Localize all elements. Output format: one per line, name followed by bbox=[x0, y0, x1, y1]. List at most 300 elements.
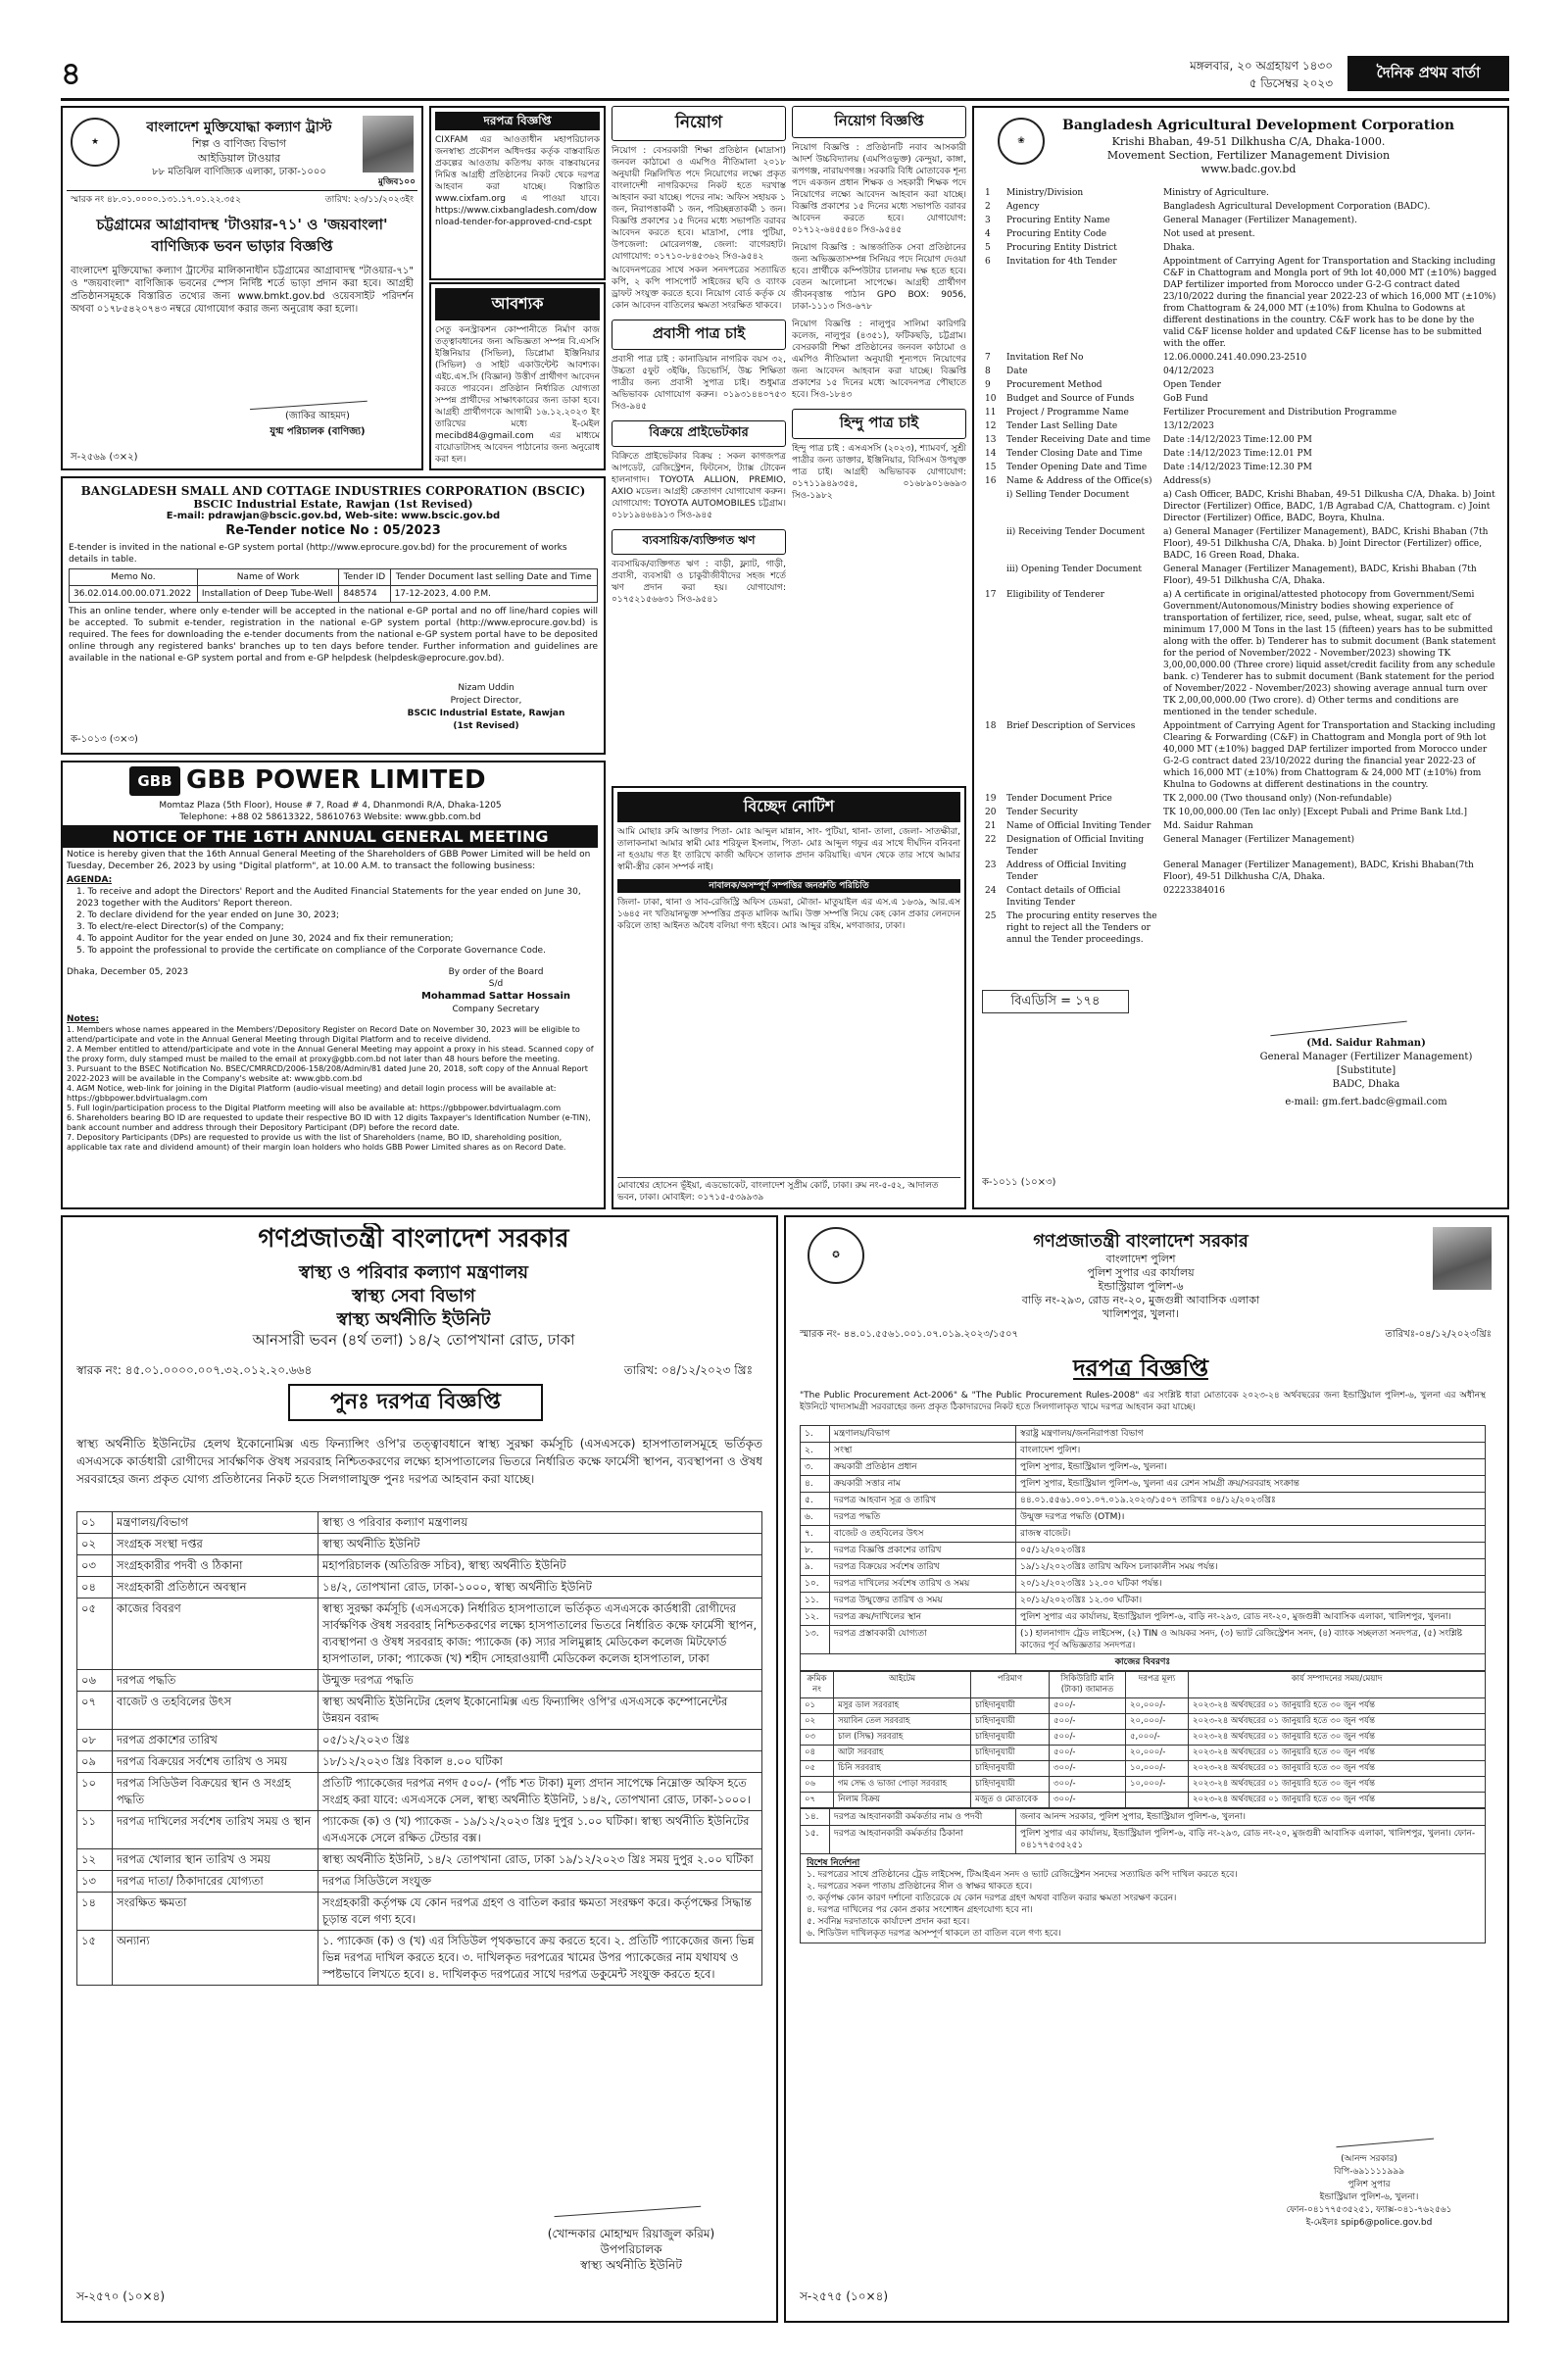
table-cell: সংগ্রহকারীর পদবী ও ঠিকানা bbox=[113, 1555, 318, 1577]
table-row bbox=[982, 227, 1501, 241]
table-row bbox=[801, 1626, 1486, 1654]
table-cell: 23 bbox=[985, 861, 997, 870]
table-row bbox=[801, 1730, 1486, 1746]
table-cell: দরপত্র ক্রয়/দাখিলের স্থান bbox=[830, 1609, 1016, 1626]
police-phone: ফোন-০৪১৭৭৫৩৫২৫১, ফ্যাক্স-০৪১-৭৬২৫৬১ bbox=[1286, 2205, 1452, 2215]
police-title: দরপত্র বিজ্ঞপ্তি bbox=[1073, 1354, 1208, 1382]
table-cell: Address of Official Inviting Tender bbox=[1006, 861, 1127, 882]
bichched-subheader: নাবালক/অসম্পূর্ণ সম্পত্তির জনশ্রুতি পরিচিতি bbox=[617, 879, 960, 893]
table-cell: TK 2,000.00 (Two thousand only) (Non-refundable) bbox=[1163, 794, 1393, 804]
table-cell: i) Selling Tender Document bbox=[1006, 490, 1130, 500]
table-cell: ২০২৩-২৪ অর্থবছরের ০১ জানুয়ারি হতে ৩০ জুন পর্যন্ত bbox=[1189, 1793, 1486, 1808]
table-header-cell: Memo No. bbox=[70, 569, 198, 586]
table-cell: 3 bbox=[985, 216, 991, 225]
police-email: ই-মেইলঃ spip6@police.gov.bd bbox=[1305, 2218, 1433, 2228]
bichched-footer: মোবাশ্বের হোসেন ভূঁইয়া, এডভোকেট, বাংলাদেশ সুপ্রীম কোর্ট, ঢাকা। রুম নং-৫-৫২, আদালত ভবন, ঢাকা। মোবাইল: ০১৭১৫-৫৩৯৯৩৯ bbox=[617, 1177, 960, 1204]
table-cell: Designation of Official Inviting Tender bbox=[1006, 835, 1145, 857]
tender-small-body: CIXFAM এর আওতাধীন মহাপরিচালক জনস্বাস্থ্য প্রকৌশল অধিদপ্তর কর্তৃক বাস্তবায়িত প্রকল্পের আওতায় কতিপয় কাজ বাস্তবায়নের নিমিত্ত আগ্রহী প্রতিষ্ঠানের নিকট থেকে দরপত্র আহবান করা যাচ্ছে। বিস্তারিত www.cixfam.org এ পাওয়া যাবে। https://www.cixbangladesh.com/download-tender-for-approved-cnd-cspt bbox=[435, 135, 600, 227]
table-cell: a) Cash Officer, BADC, Krishi Bhaban, 49-51 Dilkusha C/A, Dhaka. b) Joint Director (Fertilizer) Office, BADC, 1/B Agrabad C/A, Chattogram. c) Joint Director (Fertilizer) Office, BADC, Boyra, Khulna. bbox=[1163, 490, 1495, 523]
police-instructions-title: বিশেষ নির্দেশনা bbox=[807, 1858, 860, 1868]
byabsa-body: ব্যবসায়িক/ব্যক্তিগত ঋণ : বাড়ী, ফ্ল্যাট, গাড়ী, প্রবাসী, ব্যবসায়ী ও চাকুরীজীবীদের সহজ শর্তে ঋণ প্রদান করা হয়। যোগাযোগ: ০১৭৫২১৫৬৬৩১ সিও-৯৫৪১ bbox=[612, 560, 786, 605]
table-cell: স্বাস্থ্য সুরক্ষা কর্মসূচি (এসএসকে) নির্ধারিত হাসপাতালে ভর্তিকৃত এসএসকে কার্ডধারী রোগীদের সার্বক্ষণিক ঔষধ সরবরাহ নিশ্চিতকরণের লক্ষ্যে হাসপাতালের ভিতরে নির্ধারিত কক্ষে ফার্মেসী স্থাপন, ব্যবস্থাপনা ও ঔষধ সরবরাহ কাজ: প্যাকেজ (ক) স্যার সলিমুল্লাহ মেডিকেল কলেজ মিটফোর্ড হাসপাতাল, ঢাকা; প্যাকেজ (খ) শহীদ সোহরাওয়ার্দী মেডিকেল কলেজ হাসপাতাল, ঢাকা bbox=[318, 1599, 762, 1670]
badc-table bbox=[982, 186, 1501, 947]
table-row bbox=[801, 1672, 1486, 1698]
table-cell: ০৫/১২/২০২৩খ্রিঃ bbox=[1016, 1543, 1486, 1559]
table-row bbox=[982, 884, 1501, 910]
table-cell: Tender Document Price bbox=[1006, 794, 1112, 804]
table-header-cell: Name of Work bbox=[197, 569, 338, 586]
table-row bbox=[982, 392, 1501, 406]
health-memo: স্বারক নং: ৪৫.০১.০০০০.০০৭.৩২.০১২.২০.৬৬৪ bbox=[76, 1363, 313, 1377]
table-cell: ৫,০০০/- bbox=[1126, 1730, 1189, 1746]
mujib100-badge: মুজিব১০০ bbox=[377, 177, 416, 187]
bscic-org: BANGLADESH SMALL AND COTTAGE INDUSTRIES CORPORATION (BSCIC) bbox=[80, 484, 586, 498]
hindu-header: হিন্দু পাত্র চাই bbox=[792, 409, 966, 439]
table-cell: Procuring Entity Code bbox=[1006, 229, 1107, 239]
abosshok-header: আবশ্যক bbox=[435, 288, 600, 320]
police-instructions-list bbox=[807, 1869, 1479, 1940]
trust-code: স-২৫৬৯ (৩×২) bbox=[71, 452, 138, 463]
table-cell: Open Tender bbox=[1163, 380, 1221, 390]
table-cell: ১১ bbox=[77, 1811, 113, 1849]
table-cell: অন্যান্য bbox=[113, 1931, 318, 1986]
trust-body: বাংলাদেশ মুক্তিযোদ্ধা কল্যাণ ট্রাস্টের মালিকানাধীন চট্টগ্রামের আগ্রাবাদস্থ "টাওয়ার-৭১" ও "জয়বাংলা" বাণিজ্যিক ভবনের স্পেস নির্দিষ্ট শর্তে ভাড়া প্রদান করা হবে। আগ্রহী প্রতিষ্ঠানসমূহকে বিস্তারিত তথ্যের জন্য www.bmkt.gov.bd ওয়েবসাইট পরিদর্শন অথবা ০১৭৮৫৪২০৭৪৩ নম্বরে যোগাযোগ করার জন্য অনুরোধ করা হলো। bbox=[71, 266, 414, 315]
table-row bbox=[982, 833, 1501, 859]
bscic-signer: Nizam Uddin bbox=[458, 683, 514, 693]
table-cell: প্রতিটি প্যাকেজের দরপত্র নগদ ৫০০/- (পাঁচ শত টাকা) মূল্য প্রদান সাপেক্ষে নিম্নোক্ত অফিস হতে সংগ্রহ করা যাবে: এসএসকে সেল, স্বাস্থ্য অর্থনীতি ইউনিট, ১৪/২, তোপখানা রোড, ঢাকা-১০০০। bbox=[318, 1773, 762, 1811]
list-item: 3. To elect/re-elect Director(s) of the Company; bbox=[76, 922, 284, 932]
table-cell: 13/12/2023 bbox=[1163, 421, 1214, 431]
table-cell: ক্রয়কারী প্রতিষ্ঠান প্রধান bbox=[830, 1459, 1016, 1476]
health-division: স্বাস্থ্য সেবা বিভাগ bbox=[352, 1286, 475, 1306]
table-cell: পুলিশ সুপার, ইন্ডাস্ট্রিয়াল পুলিশ-৬, খুলনা। bbox=[1016, 1459, 1486, 1476]
table-row bbox=[982, 200, 1501, 214]
table-row bbox=[801, 1543, 1486, 1559]
table-cell: ২০/১২/২০২৩খ্রিঃ ১২.৩০ ঘটিকা। bbox=[1016, 1593, 1486, 1609]
list-item: ২. দরপত্রের সকল পাতায় প্রতিষ্ঠানের সীল ও স্বাক্ষর থাকতে হবে। bbox=[807, 1882, 1033, 1892]
page-number: ৪ bbox=[61, 55, 81, 92]
gbb-sd: S/d bbox=[488, 979, 504, 989]
table-cell: ৫০০/- bbox=[1050, 1730, 1126, 1746]
table-cell: চাহিদানুযায়ী bbox=[971, 1746, 1050, 1761]
bscic-office: BSCIC Industrial Estate, Rawjan bbox=[407, 709, 565, 718]
table-cell: Procurement Method bbox=[1006, 380, 1102, 390]
table-cell: ক্রয়কারী সত্তার নাম bbox=[830, 1476, 1016, 1493]
table-cell: ০৪ bbox=[77, 1577, 113, 1599]
health-ministry: স্বাস্থ্য ও পরিবার কল্যাণ মন্ত্রণালয় bbox=[299, 1262, 528, 1283]
health-signature bbox=[552, 2168, 701, 2217]
table-cell: দরপত্র বিক্রয়ের সর্বশেষ তারিখ bbox=[830, 1559, 1016, 1576]
police-signer: (আনন্দ সরকার) bbox=[1341, 2154, 1397, 2164]
ad-mukti-trust bbox=[61, 106, 423, 470]
police-office: পুলিশ সুপার এর কার্যালয় bbox=[1087, 1266, 1195, 1279]
health-title-box bbox=[288, 1384, 543, 1421]
table-cell: 14 bbox=[985, 449, 997, 459]
table-cell: ০৩ bbox=[801, 1730, 834, 1746]
list-item: 5. Full login/participation process to the Digital Platform meeting will also be available at: https://gbbpower.bdvirtualagm.com bbox=[67, 1104, 562, 1112]
table-cell: 24 bbox=[985, 886, 997, 896]
table-cell: 25 bbox=[985, 911, 997, 921]
table-cell: ৫০০/- bbox=[1050, 1746, 1126, 1761]
table-cell: Tender Last Selling Date bbox=[1006, 421, 1118, 431]
bikroy-header: বিক্রয়ে প্রাইভেটকার bbox=[612, 420, 786, 447]
list-item: 1. To receive and adopt the Directors' Report and the Audited Financial Statements for the year ended on June 30, 2023 together with the Auditors' Report thereon. bbox=[76, 887, 581, 909]
table-cell: কাজের বিবরণ bbox=[113, 1599, 318, 1670]
table-cell: ১৪/২, তোপখানা রোড, ঢাকা-১০০০, স্বাস্থ্য অর্থনীতি ইউনিট bbox=[318, 1577, 762, 1599]
table-cell: মন্ত্রণালয়/বিভাগ bbox=[113, 1512, 318, 1534]
table-cell: আটা সরবরাহ bbox=[834, 1746, 971, 1761]
ad-badc bbox=[972, 106, 1509, 1209]
table-row bbox=[982, 365, 1501, 378]
portrait-image bbox=[1433, 1227, 1492, 1290]
gbb-date: Dhaka, December 05, 2023 bbox=[67, 967, 189, 977]
table-cell: দরপত্র বিক্রয়ের সর্বশেষ তারিখ ও সময় bbox=[113, 1751, 318, 1773]
table-cell: ০৭ bbox=[801, 1793, 834, 1808]
table-cell: ৮. bbox=[801, 1543, 830, 1559]
table-row bbox=[982, 447, 1501, 461]
table-cell: সংস্থা bbox=[830, 1443, 1016, 1459]
health-office: স্বাস্থ্য অর্থনীতি ইউনিট bbox=[580, 2258, 682, 2272]
badc-code-box bbox=[982, 990, 1129, 1013]
bichched-header: বিচ্ছেদ নোটিশ bbox=[617, 792, 960, 822]
table-cell: ১০ bbox=[77, 1773, 113, 1811]
table-cell: ১৪. bbox=[801, 1809, 830, 1826]
table-cell: ২০২৩-২৪ অর্থবছরের ০১ জানুয়ারি হতে ৩০ জুন পর্যন্ত bbox=[1189, 1730, 1486, 1746]
table-row bbox=[801, 1509, 1486, 1526]
table-cell: মন্ত্রণালয়/বিভাগ bbox=[830, 1426, 1016, 1443]
table-row bbox=[982, 255, 1501, 351]
table-cell: 848574 bbox=[339, 586, 390, 603]
table-cell: General Manager (Fertilizer Management) bbox=[1163, 835, 1355, 845]
gbb-by-order: By order of the Board bbox=[448, 967, 544, 977]
table-cell: দরপত্র আহবান সূত্র ও তারিখ bbox=[830, 1493, 1016, 1509]
table-cell: Ministry/Division bbox=[1006, 188, 1084, 198]
table-cell: 10 bbox=[985, 394, 997, 404]
table-cell: সংগ্রহকারী প্রতিষ্ঠানে অবস্থান bbox=[113, 1577, 318, 1599]
table-cell: চাহিদানুযায়ী bbox=[971, 1777, 1050, 1793]
table-row bbox=[982, 819, 1501, 833]
table-header-cell: সিকিউরিটি মানি (টাকা) জামানত bbox=[1050, 1672, 1126, 1698]
table-cell: Not used at present. bbox=[1163, 229, 1255, 239]
health-designation: উপপরিচালক bbox=[600, 2242, 662, 2256]
police-date: তারিখঃ-০৪/১২/২০২৩খ্রিঃ bbox=[1385, 1329, 1492, 1340]
table-row bbox=[801, 1493, 1486, 1509]
list-item: ৩. কর্তৃপক্ষ কোন কারণ দর্শানো ব্যতিরেকে যে কোন দরপত্র গ্রহণ অথবা বাতিল করার ক্ষমতা সংরক্ষণ করেন। bbox=[807, 1894, 1177, 1903]
table-row bbox=[70, 569, 598, 586]
table-cell: পুলিশ সুপার এর কার্যালয়, ইন্ডাস্ট্রিয়াল পুলিশ-৬, বাড়ি নং-২৯৩, রোড নং-২০, মুজগুন্নী আবাসিক এলাকা, খালিশপুর, খুলনা। bbox=[1016, 1609, 1486, 1626]
byabsa-header: ব্যবসায়িক/ব্যক্তিগত ঋণ bbox=[612, 529, 786, 555]
table-cell: Date :14/12/2023 Time:12.01 PM bbox=[1163, 449, 1312, 459]
table-row bbox=[982, 910, 1501, 947]
table-cell: ২০২৩-২৪ অর্থবছরের ০১ জানুয়ারি হতে ৩০ জুন পর্যন্ত bbox=[1189, 1746, 1486, 1761]
table-cell: 9 bbox=[985, 380, 991, 390]
table-cell: 4 bbox=[985, 229, 991, 239]
table-cell: দরপত্র প্রস্তাবকারী যোগ্যতা bbox=[830, 1626, 1016, 1654]
table-cell: চাহিদানুযায়ী bbox=[971, 1730, 1050, 1746]
health-date: তারিখ: ০৪/১২/২০২৩ খ্রিঃ bbox=[623, 1363, 753, 1377]
table-cell: দরপত্র খোলার স্থান তারিখ ও সময় bbox=[113, 1849, 318, 1871]
table-cell: সয়াবিন তেল সরবরাহ bbox=[834, 1714, 971, 1730]
table-cell: Budget and Source of Funds bbox=[1006, 394, 1135, 404]
table-cell: 16 bbox=[985, 476, 997, 486]
table-cell: ৩. bbox=[801, 1459, 830, 1476]
table-cell: General Manager (Fertilizer Management), BADC, Krishi Bhaban (7th Floor), 49-51 Dilkhusha C/A, Dhaka. bbox=[1163, 565, 1477, 586]
table-header-cell: কার্য সম্পাদনের সময়/মেয়াদ bbox=[1189, 1672, 1486, 1698]
table-cell: দরপত্র বিজ্ঞপ্তি প্রকাশের তারিখ bbox=[830, 1543, 1016, 1559]
table-cell: পুলিশ সুপার এর কার্যালয়, ইন্ডাস্ট্রিয়াল পুলিশ-৬, বাড়ি নং-২৯৩, রোড নং-২০, মুজগুন্নী আবাসিক এলাকা, খালিশপুর, খুলনা। ফোন- ০৪১৭৭৫৩৫২৫১ bbox=[1016, 1826, 1486, 1854]
gbb-contact: Telephone: +88 02 58613322, 58610763 Website: www.gbb.com.bd bbox=[179, 812, 481, 822]
table-cell: বাংলাদেশ পুলিশ। bbox=[1016, 1443, 1486, 1459]
table-row bbox=[801, 1443, 1486, 1459]
table-cell: ৩০০/- bbox=[1050, 1793, 1126, 1808]
bscic-code: ক-১০১৩ (৩×৩) bbox=[71, 734, 138, 745]
niyog-bigyopti-body2: নিয়োগ বিজ্ঞপ্তি : আন্তর্জাতিক সেবা প্রতিষ্ঠানের জন্য অভিজ্ঞতাসম্পন্ন সিনিয়র পদে নিয়োগ দেওয়া হবে। প্রার্থীকে কম্পিউটার চালনায় দক্ষ হতে হবে। বেতন আলোচনা সাপেক্ষে। আগ্রহী প্রার্থীগণ জীবনবৃত্তান্ত পাঠান GPO BOX: 9056, ঢাকা-১১১৩ সিও-৬৭৮ bbox=[792, 243, 966, 312]
table-cell: চাল (সিদ্ধ) সরবরাহ bbox=[834, 1730, 971, 1746]
badc-address: Krishi Bhaban, 49-51 Dilkhusha C/A, Dhaka-1000. bbox=[1111, 135, 1386, 148]
bikroy-body: বিক্রিতে প্রাইভেটকার বিক্রয় : সকল কাগজপত্র আপডেট, রেজিস্ট্রেশন, ফিটনেস, ট্যাক্স টোকেন হালনাগাদ। TOYOTA ALLION, PREMIO, AXIO মডেল। আগ্রহী ক্রেতাগণ যোগাযোগ করুন। যোগাযোগ: TOYOTA AUTOMOBILES চট্টগ্রাম। ০১৮১৯৪৬৪৯১৩ সিও-৯৪৫ bbox=[612, 452, 786, 520]
badc-details-table bbox=[982, 186, 1501, 947]
masthead-text: দৈনিক প্রথম বার্তা bbox=[1376, 63, 1481, 81]
badc-code-text: বিএডিসি = ১৭৪ bbox=[1010, 993, 1101, 1008]
police-unit: ইন্ডাস্ট্রিয়াল পুলিশ-৬ bbox=[1098, 1280, 1184, 1293]
table-cell: Name of Official Inviting Tender bbox=[1006, 821, 1152, 831]
table-cell bbox=[1160, 910, 1501, 947]
gbb-agenda-list bbox=[76, 886, 596, 957]
table-cell: প্যাকেজ (ক) ও (খ) প্যাকেজ - ১৯/১২/২০২৩ খ্রিঃ দুপুর ১.০০ ঘটিকা। স্বাস্থ্য অর্থনীতি ইউনিটের এসএসকে সেলে রক্ষিত টেন্ডার বক্স। bbox=[318, 1811, 762, 1849]
table-cell: সংগ্রহকারী কর্তৃপক্ষ যে কোন দরপত্র গ্রহণ ও বাতিল করার ক্ষমতা সংরক্ষণ করে। কর্তৃপক্ষের সিদ্ধান্ত চূড়ান্ত বলে গণ্য হবে। bbox=[318, 1893, 762, 1931]
gbb-designation: Company Secretary bbox=[452, 1005, 540, 1014]
table-cell bbox=[982, 563, 1004, 588]
table-cell: ৫০০/- bbox=[1050, 1698, 1126, 1714]
table-row bbox=[982, 806, 1501, 819]
bichched-body: আমি মোছাঃ রুমি আক্তার পিতা- মোঃ আব্দুল মান্নান, সাং- পুটিয়া, থানা- তালা, জেলা- সাতক্ষীরা, তালাকনামা আমার স্বামী মোঃ শরিফুল ইসলাম, পিতা- মোঃ আব্দুল গফুর এর সাথে দীর্ঘদিন বনিবনা না হওয়ায় গত ইং তারিখে কাজী অফিসে তালাক প্রদান করিয়াছি। এখন থেকে তার সাথে আমার স্বামী-স্ত্রীর কোন সম্পর্ক নাই। bbox=[617, 827, 960, 872]
table-cell: বাজেট ও তহবিলের উৎস bbox=[830, 1526, 1016, 1543]
health-details-table bbox=[76, 1511, 762, 1986]
table-cell: ৭. bbox=[801, 1526, 830, 1543]
police-table-wrap bbox=[800, 1425, 1486, 1943]
gbb-company-name: GBB POWER LIMITED bbox=[186, 765, 486, 795]
badc-ad-code: ক-১০১১ (১০×৩) bbox=[982, 1177, 1056, 1188]
ad-bichched-notice bbox=[612, 786, 966, 1209]
table-cell: রাজস্ব বাজেট। bbox=[1016, 1526, 1486, 1543]
table-cell: ১৮/১২/২০২৩ খ্রিঃ বিকাল ৪.০০ ঘটিকা bbox=[318, 1751, 762, 1773]
table-cell: 17 bbox=[985, 590, 997, 600]
table-cell: ০১ bbox=[77, 1512, 113, 1534]
table-cell: ১৫. bbox=[801, 1826, 830, 1854]
police-emblem-icon: ✪ bbox=[808, 1227, 864, 1284]
table-cell: 12 bbox=[985, 421, 997, 431]
table-header-cell: আইটেম bbox=[834, 1672, 971, 1698]
table-cell: স্বাস্থ্য অর্থনীতি ইউনিট bbox=[318, 1534, 762, 1555]
niyog-header: নিয়োগ bbox=[612, 106, 786, 141]
table-cell: ০৯ bbox=[77, 1751, 113, 1773]
table-cell: 8 bbox=[985, 367, 991, 376]
table-cell: ০৫ bbox=[77, 1599, 113, 1670]
table-cell: 22 bbox=[985, 835, 997, 845]
trust-signer: (জাকির আহমদ) bbox=[285, 411, 350, 421]
table-row bbox=[982, 214, 1501, 227]
gbb-logo-text: GBB bbox=[137, 772, 172, 790]
health-table-wrap bbox=[76, 1511, 762, 1986]
gbb-signer: Mohammad Sattar Hossain bbox=[420, 991, 571, 1002]
table-row bbox=[982, 433, 1501, 447]
gbb-notes-title: Notes: bbox=[67, 1014, 100, 1024]
table-row bbox=[982, 419, 1501, 433]
table-cell: চাহিদানুযায়ী bbox=[971, 1698, 1050, 1714]
table-header-cell: পরিমাণ bbox=[971, 1672, 1050, 1698]
list-item: 2. To declare dividend for the year ended on June 30, 2023; bbox=[76, 910, 339, 920]
niyog-body: নিয়োগ : বেসরকারী শিক্ষা প্রতিষ্ঠান (মাদ্রাসা) জনবল কাঠামো ও এমপিও নীতিমালা ২০১৮ অনুযায়ী নিম্নলিখিত পদে নিয়োগের লক্ষ্যে প্রকৃত বাংলাদেশী নাগরিকদের নিকট হতে দরখাস্ত আহবান করা যাচ্ছে। পদের নাম: অফিস সহায়ক ১ জন, নিরাপত্তাকর্মী ১ জন, পরিচ্ছন্নতাকর্মী ১ জন। বিজ্ঞপ্তি প্রকাশের ১৫ দিনের মধ্যে সভাপতি বরাবর আবেদন করতে হবে। মাদ্রাসা, পোঃ পুটিয়া, উপজেলা: মোরেলগঞ্জ, জেলা: বাগেরহাট। যোগাযোগ: ০১৭১০-৮৪৫৩৬২ সিও-৯৫৪২ bbox=[612, 146, 786, 262]
police-details-table-2 bbox=[800, 1808, 1486, 1854]
table-cell: ০৫ bbox=[801, 1761, 834, 1777]
table-row bbox=[77, 1893, 762, 1931]
table-cell: Tender Security bbox=[1006, 808, 1078, 817]
trust-sub1: শিল্প ও বাণিজ্য বিভাগ bbox=[191, 137, 287, 150]
table-cell: পুলিশ সুপার, ইন্ডাস্ট্রিয়াল পুলিশ-৬, খুলনা এর রেশন সামগ্রী ক্রয়/সরবরাহ সংক্রান্ত bbox=[1016, 1476, 1486, 1493]
table-cell: ২০,০০০/- bbox=[1126, 1698, 1189, 1714]
abosshok-body: সেতু কনস্ট্রাকশন কোম্পানীতে নির্মাণ কাজ তত্ত্বাবধানের জন্য অভিজ্ঞতা সম্পন্ন বি.এসসি ইঞ্জিনিয়ার (সিভিল), ডিপ্লোমা ইঞ্জিনিয়ার (সিভিল) ও সাইট একাউন্টেন্ট আবশ্যক। এইচ.এস.সি (বিজ্ঞান) উত্তীর্ণ প্রার্থীগণ আবেদন করতে পারবেন। প্রতিষ্ঠান নির্ধারিত যোগ্যতা সম্পন্ন প্রার্থীদের সাক্ষাৎকারের জন্য ডাকা হবে। আগ্রহী প্রার্থীগণকে আগামী ১৬.১২.২০২৩ ইং তারিখের মধ্যে ই-মেইল mecibd84@gmail.com এর মাধ্যমে বায়োডাটাসহ আবেদন পাঠানোর জন্য অনুরোধ করা হল। bbox=[435, 325, 600, 465]
table-cell: ১৫ bbox=[77, 1931, 113, 1986]
table-cell: Invitation for 4th Tender bbox=[1006, 257, 1117, 267]
table-cell: Procuring Entity Name bbox=[1006, 216, 1110, 225]
table-cell: মসুর ডাল সরবরাহ bbox=[834, 1698, 971, 1714]
table-cell: ২০২৩-২৪ অর্থবছরের ০১ জানুয়ারি হতে ৩০ জুন পর্যন্ত bbox=[1189, 1777, 1486, 1793]
table-cell: a) General Manager (Fertilizer Management), BADC, Krishi Bhaban (7th Floor), 49-51 Dilkhusha C/A, Dhaka. b) Joint Director (Fertilizer) office, BADC, 16 Green Road, Dhaka. bbox=[1163, 527, 1489, 561]
table-cell: ০৩ bbox=[77, 1555, 113, 1577]
trust-signature bbox=[248, 376, 368, 410]
bichched-body2: জিলা- ঢাকা, থানা ও সাব-রেজিস্ট্রি অফিস ডেমরা, মৌজা- মাতুয়াইল এর এস.এ ১৬৩৯, আর.এস ১৬৪৫ নং খতিয়ানভুক্ত সম্পত্তির প্রকৃত মালিক আমি। উক্ত সম্পত্তি নিয়ে কেহ কোন প্রকার লেনদেন করিলে তাহা আইনত অবৈধ বলিয়া গণ্য হইবে। মোঃ আব্দুর রহিম, মগবাজার, ঢাকা। bbox=[617, 898, 960, 931]
table-cell: 1 bbox=[985, 188, 991, 198]
table-cell: 5 bbox=[985, 243, 991, 253]
trust-address: ৮৮ মতিঝিল বাণিজ্যিক এলাকা, ঢাকা-১০০০ bbox=[152, 167, 326, 177]
table-cell: 6 bbox=[985, 257, 991, 267]
table-cell: Ministry of Agriculture. bbox=[1163, 188, 1269, 198]
list-item: 4. AGM Notice, web-link for joining in the Digital Platform (audio-visual meeting) and detail login process will be available at: https://gbbpower.bdvirtualagm.com bbox=[67, 1084, 557, 1103]
table-cell: Tender Receiving Date and time bbox=[1006, 435, 1151, 445]
table-row bbox=[982, 186, 1501, 200]
header-date-1: মঙ্গলবার, ২০ অগ্রহায়ণ ১৪৩০ bbox=[1190, 59, 1333, 73]
table-cell bbox=[1126, 1793, 1189, 1808]
table-cell: 11 bbox=[985, 408, 997, 418]
table-cell: ২০২৩-২৪ অর্থবছরের ০১ জানুয়ারি হতে ৩০ জুন পর্যন্ত bbox=[1189, 1761, 1486, 1777]
table-cell: স্বরাষ্ট্র মন্ত্রণালয়/জননিরাপত্তা বিভাগ bbox=[1016, 1426, 1486, 1443]
table-cell: ৩০০/- bbox=[1050, 1777, 1126, 1793]
bscic-email: E-mail: pdrawjan@bscic.gov.bd, Web-site: www.bscic.gov.bd bbox=[166, 511, 501, 521]
table-cell: ২০২৩-২৪ অর্থবছরের ০১ জানুয়ারি হতে ৩০ জুন পর্যন্ত bbox=[1189, 1698, 1486, 1714]
portrait-image bbox=[363, 116, 414, 172]
table-cell: General Manager (Fertilizer Management), BADC, Krishi Bhaban(7th Floor), 49-51 Dilkhusha C/A, Dhaka. bbox=[1163, 861, 1474, 882]
table-cell: Date bbox=[1006, 367, 1028, 376]
table-row bbox=[801, 1526, 1486, 1543]
table-row bbox=[982, 525, 1501, 563]
table-cell: ১২ bbox=[77, 1849, 113, 1871]
list-item: 4. To appoint Auditor for the year ended on June 30, 2024 and fix their remuneration; bbox=[76, 934, 454, 944]
health-signer: (খোন্দকার মোহাম্মদ রিয়াজুল করিম) bbox=[547, 2227, 715, 2240]
table-row bbox=[77, 1512, 762, 1534]
table-cell: Appointment of Carrying Agent for Transportation and Stacking including Clearing & Forwarding (C&F) in Chattogram and Mongla port of 9th lot 40,000 MT (±10%) bagged DAP fertilizer imported from Morocco under G-2-G contract dated 23/10/2022 during the financial year 2022-23 of which 16,000 MT (±10%) from Chattogram & 24,000 MT (±10%) from Khulna to Godowns at different destinations in the country. bbox=[1163, 721, 1495, 790]
table-cell: দরপত্র দাখিলের সর্বশেষ তারিখ সময় ও স্থান bbox=[113, 1811, 318, 1849]
table-cell: Installation of Deep Tube-Well bbox=[197, 586, 338, 603]
table-row bbox=[801, 1746, 1486, 1761]
ad-police bbox=[784, 1215, 1509, 2323]
table-cell: General Manager (Fertilizer Management). bbox=[1163, 216, 1357, 225]
table-cell: Agency bbox=[1006, 202, 1040, 212]
table-cell: উন্মুক্ত দরপত্র পদ্ধতি (OTM)। bbox=[1016, 1509, 1486, 1526]
list-item: 7. Depository Participants (DPs) are requested to provide us with the list of Shareholders (name, BO ID, shareholding position, applicable tax rate and dividend amount) of their margin loan holders who holds GBB Power Limited shares as on Record Date. bbox=[67, 1133, 566, 1152]
badc-signature bbox=[1266, 983, 1406, 1036]
table-header-cell: ক্রমিক নং bbox=[801, 1672, 834, 1698]
table-cell: ০৬ bbox=[801, 1777, 834, 1793]
table-cell: Appointment of Carrying Agent for Transportation and Stacking including C&F in Chattogram and Mongla port of 9th lot 40,000 MT (±10%) bagged DAP fertilizer imported from Morocco under G-2-G contract dated 23/10/2022 during the financial year 2022-23 of which 16,000 MT (±10%) from Chattogram & 24,000 MT (±10%) from Khulna to Godowns at different destinations in the country. C&F work has to be done by the valid C&F license holder and updated C&F license has to be submitted with the offer. bbox=[1163, 257, 1497, 349]
trust-date: তারিখ: ২৩/১১/২০২৩ইং bbox=[324, 195, 414, 205]
gbb-address: Momtaz Plaza (5th Floor), House # 7, Road # 4, Dhanmondi R/A, Dhaka-1205 bbox=[159, 801, 502, 811]
table-cell: ১. প্যাকেজ (ক) ও (খ) এর সিডিউল পৃথকভাবে ক্রয় করতে হবে। ২. প্রতিটি প্যাকেজের জন্য ভিন্ন ভিন্ন দরপত্র দাখিল করতে হবে। ৩. দাখিলকৃত দরপত্রের খামের উপর প্যাকেজের নাম যথাযথ ও স্পষ্টভাবে লিখতে হবে। ৪. দাখিলকৃত দরপত্রের সাথে দরপত্র ডকুমেন্ট সংযুক্ত করতে হবে। bbox=[318, 1931, 762, 1986]
police-signature bbox=[1334, 2110, 1434, 2148]
table-cell: a) A certificate in original/attested photocopy from Government/Semi Government/Autonomous/Ministry bodies showing experience of transportation of fertilizer, rice, seed, pulse, wheat, sugar, salt etc of minimum 17,000 M Tons in the last 15 (fifteen) years has to be submitted along with the offer. b) Tenderer has to submit document (Bank statement for the period of November/2022 - November/2023) showing TK 3,00,00,000.00 (Three crore) liquid asset/credit facility from any schedule bank. c) Tenderer has to submit document (Bank statement for the period of November/2022 - November/2023) showing average annual turn over TK 2,00,00,000.00 (Two crore). d) Other terms and conditions are mentioned in the tender schedule. bbox=[1163, 590, 1496, 717]
table-cell: ১. bbox=[801, 1426, 830, 1443]
bscic-intro: E-tender is invited in the national e-GP system portal (http://www.eprocure.gov.bd) for the procurement of works details in table. bbox=[69, 543, 567, 565]
table-cell: চাহিদানুযায়ী bbox=[971, 1761, 1050, 1777]
table-cell: 15 bbox=[985, 463, 997, 472]
table-cell: সংগ্রহক সংস্থা দপ্তর bbox=[113, 1534, 318, 1555]
table-row bbox=[77, 1751, 762, 1773]
table-cell: Brief Description of Services bbox=[1006, 721, 1136, 731]
trust-designation: যুগ্ম পরিচালক (বাণিজ্য) bbox=[270, 426, 366, 437]
trust-title: চট্টগ্রামের আগ্রাবাদস্থ 'টাওয়ার-৭১' ও 'জয়বাংলা' বাণিজ্যিক ভবন ভাড়ার বিজ্ঞপ্তি bbox=[96, 216, 388, 255]
trust-emblem-icon: ★ bbox=[71, 118, 120, 167]
police-memo: স্মারক নং- ৪৪.০১.৫৫৬১.০০১.০৭.০১৯.২০২৩/১৫০৭ bbox=[800, 1329, 1019, 1340]
table-cell: ২০,০০০/- bbox=[1126, 1714, 1189, 1730]
table-cell: ০২ bbox=[77, 1534, 113, 1555]
table-row bbox=[982, 719, 1501, 792]
table-cell: ১০. bbox=[801, 1576, 830, 1593]
table-row bbox=[982, 488, 1501, 525]
badc-designation: General Manager (Fertilizer Management) bbox=[1259, 1052, 1473, 1062]
table-row bbox=[801, 1426, 1486, 1443]
table-cell: ১৩. bbox=[801, 1626, 830, 1654]
police-items-title: কাজের বিবরণঃ bbox=[800, 1654, 1486, 1671]
table-cell bbox=[982, 525, 1004, 563]
table-cell: সংরক্ষিত ক্ষমতা bbox=[113, 1893, 318, 1931]
trust-sub2: আইডিয়াল টাওয়ার bbox=[197, 152, 281, 165]
classifieds-col-1 bbox=[612, 106, 786, 782]
table-cell: GoB Fund bbox=[1163, 394, 1208, 404]
table-cell: দরপত্র আহবানকারী কর্মকর্তার নাম ও পদবী bbox=[830, 1809, 1016, 1826]
header-rule bbox=[61, 98, 1509, 101]
badc-signer: (Md. Saidur Rahman) bbox=[1306, 1038, 1426, 1049]
bscic-sub: BSCIC Industrial Estate, Rawjan (1st Revised) bbox=[193, 498, 473, 511]
table-row bbox=[77, 1931, 762, 1986]
table-row bbox=[77, 1670, 762, 1692]
table-row bbox=[77, 1577, 762, 1599]
bscic-rev: (1st Revised) bbox=[453, 721, 519, 731]
table-cell: Project / Programme Name bbox=[1006, 408, 1129, 418]
table-cell: iii) Opening Tender Document bbox=[1006, 565, 1142, 574]
health-title: পুনঃ দরপত্র বিজ্ঞপ্তি bbox=[330, 1389, 501, 1414]
table-cell: 12.06.0000.241.40.090.23-2510 bbox=[1163, 353, 1307, 363]
table-cell: দরপত্র উন্মুক্তের তারিখ ও সময় bbox=[830, 1593, 1016, 1609]
table-cell: দরপত্র সিডিউল বিক্রয়ের স্থান ও সংগ্রহ পদ্ধতি bbox=[113, 1773, 318, 1811]
table-cell: দরপত্র আহবানকারী কর্মকর্তার ঠিকানা bbox=[830, 1826, 1016, 1854]
table-cell: 13 bbox=[985, 435, 997, 445]
badc-email: e-mail: gm.fert.badc@gmail.com bbox=[1285, 1097, 1447, 1107]
table-cell: স্বাস্থ্য অর্থনীতি ইউনিট, ১৪/২ তোপখানা রোড, ঢাকা ১৯/১২/২০২৩ খ্রিঃ সময় দুপুর ২.০০ ঘটিকা bbox=[318, 1849, 762, 1871]
table-cell: Date :14/12/2023 Time:12.30 PM bbox=[1163, 463, 1312, 472]
table-row bbox=[982, 859, 1501, 884]
health-gov: গণপ্রজাতন্ত্রী বাংলাদেশ সরকার bbox=[258, 1224, 569, 1254]
badc-office: BADC, Dhaka bbox=[1332, 1079, 1400, 1090]
police-address: বাড়ি নং-২৯৩, রোড নং-২০, মুজগুন্নী আবাসিক এলাকা bbox=[1021, 1294, 1260, 1306]
